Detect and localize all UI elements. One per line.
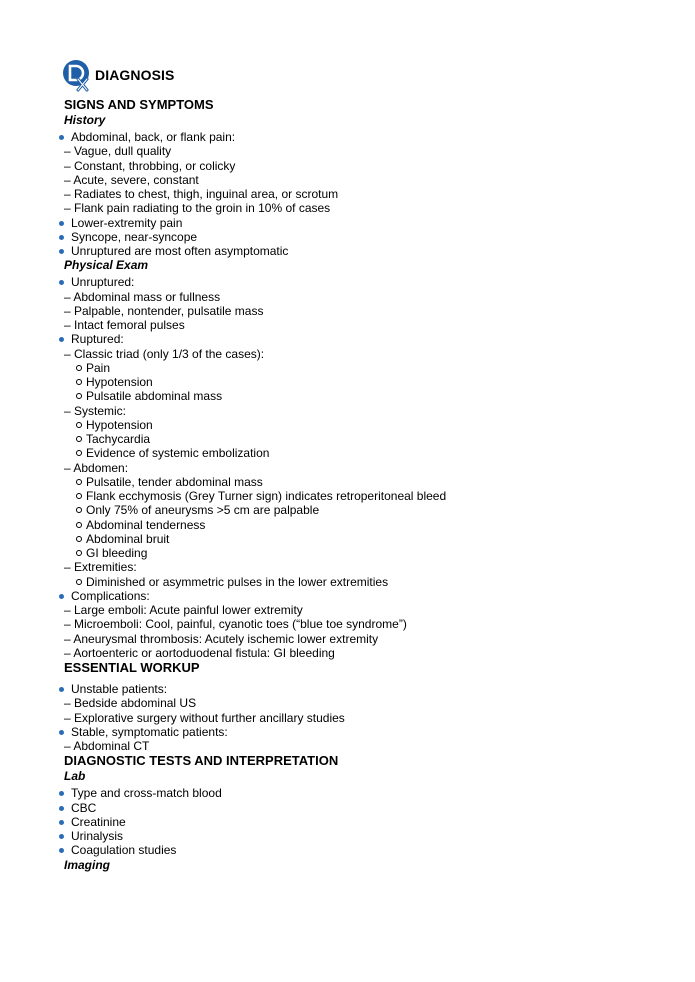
section-heading: DIAGNOSTIC TESTS AND INTERPRETATION [64, 753, 339, 769]
list-item-text: Coagulation studies [71, 843, 177, 858]
bullet-dot-icon [59, 249, 64, 254]
bullet-list [0, 682, 695, 753]
list-item [0, 843, 695, 857]
bullet-circle-icon [76, 507, 82, 513]
list-item-text: Complications: [71, 588, 150, 603]
list-item-text: Syncope, near-syncope [71, 229, 198, 244]
list-item-text: Urinalysis [71, 829, 124, 843]
list-item [0, 489, 695, 503]
list-item-text: – Aortoenteric or aortoduodenal fistula: GI bleeding [64, 645, 335, 660]
list-item-text: – Acute, severe, constant [64, 172, 199, 187]
list-item [0, 201, 695, 215]
list-item [0, 815, 695, 829]
list-item [0, 244, 695, 258]
list-item [0, 603, 695, 617]
list-item [0, 786, 695, 800]
list-item [0, 332, 695, 346]
list-item [0, 290, 695, 304]
list-item-text: – Microemboli: Cool, painful, cyanotic toes (“blue toe syndrome”) [64, 617, 407, 632]
list-item [0, 275, 695, 289]
bullet-list [0, 130, 695, 258]
document-body [0, 97, 695, 873]
list-item [0, 130, 695, 144]
list-item-text: Hypotension [86, 375, 153, 389]
header-title: DIAGNOSIS [95, 66, 175, 83]
bullet-circle-icon [76, 393, 82, 399]
list-item [0, 560, 695, 574]
bullet-dot-icon [59, 337, 64, 342]
list-item-text: – Radiates to chest, thigh, inguinal area, or scrotum [64, 187, 339, 201]
list-item [0, 159, 695, 173]
list-item [0, 361, 695, 375]
bullet-dot-icon [59, 848, 64, 853]
list-item [0, 589, 695, 603]
list-item [0, 375, 695, 389]
bullet-list [0, 786, 695, 857]
list-item [0, 144, 695, 158]
diagnosis-header [62, 58, 174, 92]
bullet-dot-icon [59, 280, 64, 285]
bullet-dot-icon [59, 806, 64, 811]
bullet-dot-icon [59, 135, 64, 140]
list-item-text: GI bleeding [86, 546, 148, 560]
list-item-text: – Aneurysmal thrombosis: Acutely ischemic lower extremity [64, 631, 379, 646]
bullet-circle-icon [76, 579, 82, 585]
list-item-text: Flank ecchymosis (Grey Turner sign) indicates retroperitoneal bleed [86, 489, 447, 503]
section-heading: ESSENTIAL WORKUP [64, 660, 200, 675]
bullet-dot-icon [59, 791, 64, 796]
list-item [0, 475, 695, 489]
list-item-text: Only 75% of aneurysms >5 cm are palpable [86, 503, 320, 518]
bullet-circle-icon [76, 479, 82, 485]
list-item-text: Abdominal, back, or flank pain: [71, 130, 236, 144]
list-item [0, 617, 695, 631]
bullet-dot-icon [59, 820, 64, 825]
list-item-text: CBC [71, 800, 97, 815]
list-item-text: Creatinine [71, 814, 126, 829]
list-item [0, 446, 695, 460]
list-item-text: Pulsatile, tender abdominal mass [86, 474, 263, 489]
list-item [0, 216, 695, 230]
bullet-list [0, 275, 695, 660]
subsection-heading: Physical Exam [64, 258, 149, 273]
bullet-circle-icon [76, 450, 82, 456]
subsection-heading: History [64, 113, 106, 127]
list-item [0, 532, 695, 546]
list-item-text: – Classic triad (only 1/3 of the cases): [64, 346, 265, 361]
list-item [0, 461, 695, 475]
list-item-text: Abdominal tenderness [86, 517, 206, 532]
bullet-dot-icon [59, 687, 64, 692]
list-item-text: Type and cross-match blood [71, 786, 222, 801]
list-item-text: – Vague, dull quality [64, 144, 172, 159]
list-item [0, 347, 695, 361]
list-item-text: Lower-extremity pain [71, 215, 183, 230]
list-item-text: – Abdomen: [64, 460, 129, 475]
list-item [0, 173, 695, 187]
list-item [0, 418, 695, 432]
list-item-text: Unruptured: [71, 275, 135, 290]
list-item [0, 318, 695, 332]
list-item-text: Abdominal bruit [86, 531, 170, 546]
list-item [0, 518, 695, 532]
section-heading: SIGNS AND SYMPTOMS [64, 97, 214, 112]
list-item-text: Evidence of systemic embolization [86, 446, 270, 461]
list-item-text: Unruptured are most often asymptomatic [71, 244, 289, 258]
bullet-circle-icon [76, 550, 82, 556]
list-item [0, 725, 695, 739]
bullet-dot-icon [59, 221, 64, 226]
list-item-text: Hypotension [86, 417, 153, 432]
list-item-text: – Extremities: [64, 560, 137, 575]
list-item-text: Stable, symptomatic patients: [71, 724, 228, 739]
list-item-text: – Explorative surgery without further ancillary studies [64, 710, 345, 725]
list-item [0, 404, 695, 418]
list-item [0, 575, 695, 589]
list-item-text: – Constant, throbbing, or colicky [64, 158, 236, 173]
list-item-text: Tachycardia [86, 432, 151, 446]
subsection-heading: Imaging [64, 857, 111, 872]
list-item [0, 187, 695, 201]
list-item-text: – Intact femoral pulses [64, 318, 185, 332]
bullet-circle-icon [76, 436, 82, 442]
list-item-text: Unstable patients: [71, 682, 168, 696]
bullet-circle-icon [76, 422, 82, 428]
list-item [0, 711, 695, 725]
list-item [0, 632, 695, 646]
list-item [0, 503, 695, 517]
bullet-circle-icon [76, 536, 82, 542]
list-item [0, 389, 695, 403]
bullet-circle-icon [76, 379, 82, 385]
list-item-text: – Systemic: [64, 403, 127, 418]
list-item-text: – Abdominal CT [64, 739, 150, 753]
bullet-circle-icon [76, 365, 82, 371]
list-item-text: – Flank pain radiating to the groin in 10% of cases [64, 201, 331, 216]
list-item [0, 304, 695, 318]
bullet-dot-icon [59, 834, 64, 839]
list-item-text: – Large emboli: Acute painful lower extremity [64, 603, 303, 617]
bullet-circle-icon [76, 493, 82, 499]
list-item-text: – Abdominal mass or fullness [64, 289, 221, 304]
list-item [0, 682, 695, 696]
list-item-text: Pulsatile abdominal mass [86, 389, 223, 404]
bullet-dot-icon [59, 730, 64, 735]
list-item [0, 739, 695, 753]
list-item-text: Diminished or asymmetric pulses in the lower extremities [86, 574, 389, 589]
bullet-dot-icon [59, 235, 64, 240]
bullet-circle-icon [76, 522, 82, 528]
list-item-text: – Bedside abdominal US [64, 696, 197, 711]
list-item [0, 230, 695, 244]
list-item [0, 646, 695, 660]
list-item [0, 546, 695, 560]
list-item-text: – Palpable, nontender, pulsatile mass [64, 303, 264, 318]
list-item [0, 801, 695, 815]
bullet-dot-icon [59, 594, 64, 599]
list-item-text: Pain [86, 360, 111, 375]
list-item [0, 696, 695, 710]
dx-logo-icon [62, 58, 92, 92]
list-item [0, 432, 695, 446]
list-item-text: Ruptured: [71, 332, 124, 347]
list-item [0, 829, 695, 843]
subsection-heading: Lab [64, 769, 86, 784]
